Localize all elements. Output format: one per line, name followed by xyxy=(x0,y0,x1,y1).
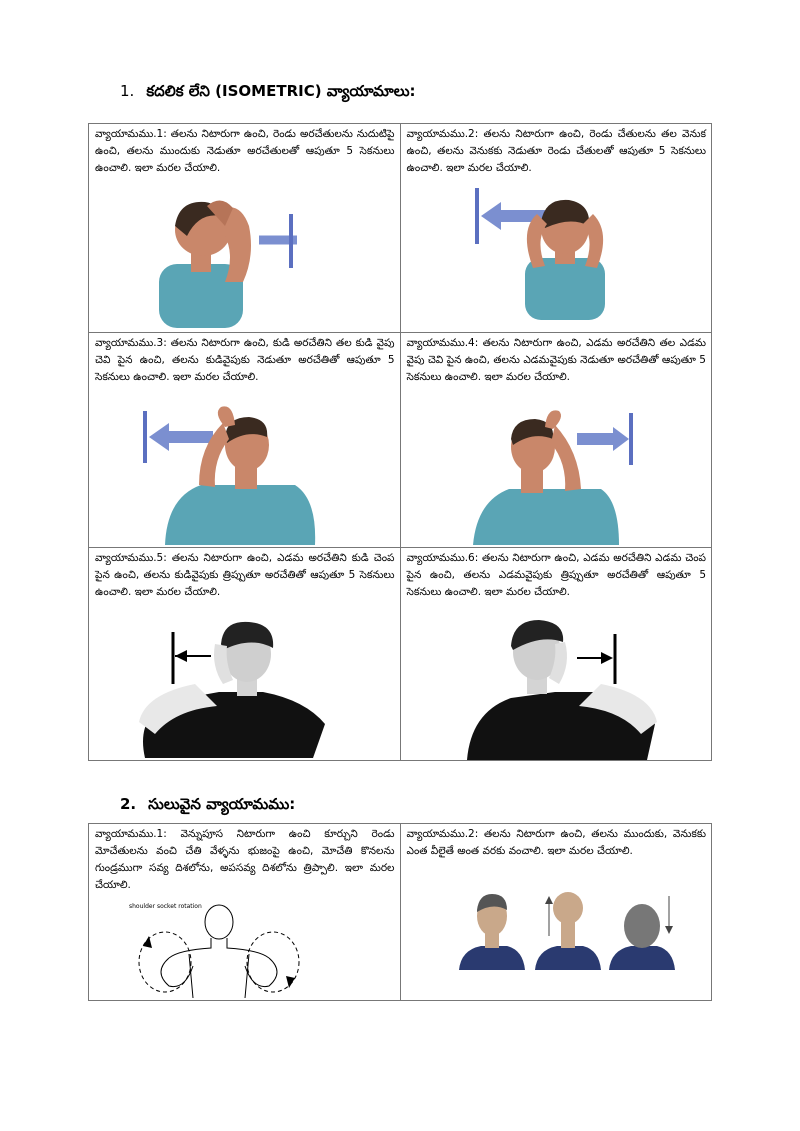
section-2-number: 2. xyxy=(120,795,137,813)
exercise-5-text: వ్యాయామము.5: తలను నిటారుగా ఉంచి, ఎడమ అరచేతిని కుడి చెంప పైన ఉంచి, తలను కుడివైపుకు త్రిప్పుతూ అరచేతితో ఆపుతూ 5 సెకనులు ఉంచాలి. ఇలా మరల చేయాలి. xyxy=(95,552,395,598)
exercise-4-figure xyxy=(473,407,643,545)
exercise-cell-5 xyxy=(89,548,401,761)
simple-exercise-table xyxy=(88,823,712,1001)
exercise-1-text: వ్యాయామము.1: తలను నిటారుగా ఉంచి, రెండు అరచేతులను నుదుటిపై ఉంచి, తలను ముందుకు నెడుతూ అరచేతులతో ఆపుతూ 5 సెకనులు ఉంచాలి. ఇలా మరల చేయాలి. xyxy=(95,128,395,174)
section-2-heading: సులువైన వ్యాయామము: xyxy=(148,795,296,813)
exercise-3-figure xyxy=(143,403,323,545)
exercise-3-text: వ్యాయామము.3: తలను నిటారుగా ఉంచి, కుడి అరచేతిని తల కుడి వైపు చెవి పైన ఉంచి, తలను కుడివైపుకు నెడుతూ అరచేతితో ఆపుతూ 5 సెకనులు ఉంచాలి. ఇలా మరల చేయాలి. xyxy=(95,337,395,383)
simple-exercise-1-text: వ్యాయామము.1: వెన్నుపూస నిటారుగా ఉంచి కూర్చుని రెండు మోచేతులను వంచి చేతి వేళ్ళను భుజంపై ఉంచి, మోచేతి కొనలను గుండ్రముగా సవ్య దిశలోను, అపసవ్య దిశలోను త్రిప్పాలి. ఇలా మరల చేయాలి. xyxy=(95,828,395,891)
exercise-5-figure xyxy=(135,614,331,758)
exercise-1-figure xyxy=(159,186,299,328)
section-1-number: 1. xyxy=(120,82,135,100)
simple-exercise-cell-2 xyxy=(400,824,712,1001)
exercise-cell-4 xyxy=(400,333,712,548)
shoulder-rotation-figure xyxy=(119,896,319,998)
exercise-cell-3 xyxy=(89,333,401,548)
neck-bend-figure xyxy=(455,888,679,970)
simple-exercise-cell-1 xyxy=(89,824,401,1001)
simple-exercise-2-text: వ్యాయామము.2: తలను నిటారుగా ఉంచి, తలను ముందుకు, వెనుకకు ఎంత వీలైతే అంత వరకు వంచాలి. ఇలా మరల చేయాలి. xyxy=(406,828,706,857)
exercise-6-text: వ్యాయామము.6: తలను నిటారుగా ఉంచి, ఎడమ అరచేతిని ఎడమ చెంప పైన ఉంచి, తలను ఎడమవైపుకు త్రిప్పుతూ అరచేతితో ఆపుతూ 5 సెకనులు ఉంచాలి. ఇలా మరల చేయాలి. xyxy=(406,552,706,598)
figure-caption: shoulder socket rotation xyxy=(129,903,202,910)
exercise-cell-6 xyxy=(400,548,712,761)
isometric-exercise-table xyxy=(88,123,712,761)
section-1-heading: కదలిక లేని (ISOMETRIC) వ్యాయామాలు: xyxy=(146,82,416,100)
exercise-4-text: వ్యాయామము.4: తలను నిటారుగా ఉంచి, ఎడమ అరచేతిని తల ఎడమ వైపు చెవి పైన ఉంచి, తలను ఎడమవైపుకు నెడుతూ అరచేతితో ఆపుతూ 5 సెకనులు ఉంచాలి. ఇలా మరల చేయాలి. xyxy=(406,337,706,383)
exercise-cell-1 xyxy=(89,124,401,333)
section-2-title xyxy=(120,795,295,817)
exercise-6-figure xyxy=(461,612,661,760)
exercise-2-figure xyxy=(475,180,635,320)
exercise-cell-2 xyxy=(400,124,712,333)
section-1-title xyxy=(120,82,416,104)
exercise-2-text: వ్యాయామము.2: తలను నిటారుగా ఉంచి, రెండు చేతులను తల వెనుక ఉంచి, తలను వెనుకకు నెడుతూ రెండు చేతులతో ఆపుతూ 5 సెకనులు ఉంచాలి. ఇలా మరల చేయాలి. xyxy=(406,128,706,174)
